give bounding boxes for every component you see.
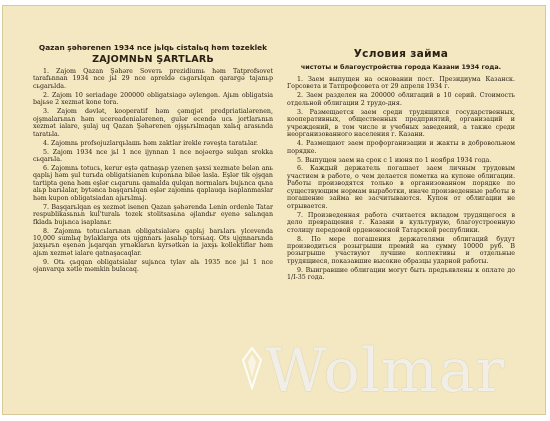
bond-sheet xyxy=(2,5,546,415)
russian-paragraph-4: 4. Размещают заем профорганизации и жакты в добровольном порядке. xyxy=(287,140,515,155)
watermark-text: Wolmar xyxy=(265,336,506,406)
tatar-heading-subtitle: Qazan şəhərenen 1934 nce jьlqь cistalьq həm təzeklek xyxy=(38,43,268,52)
russian-paragraph-9: 9. Выигравшие облигации могут быть предъявлены к оплате до 1/I-35 года. xyxy=(287,266,515,282)
russian-heading-subtitle: чистоты и благоустройства города Казани 1934 года. xyxy=(300,63,502,71)
russian-paragraphs xyxy=(287,76,515,283)
tatar-paragraph-2: 2. Zajom 10 seriadage 200000 obligatsiagə əylengən. Ajьm obligatsia bajьse 2 xezmət kone tora. xyxy=(33,91,273,107)
tatar-paragraph-7: 7. Başqarьlqan eş xezmət isenen Qazan şəhərenda Lenin ordenle Tatar respublikasьnьn kul'turalь tozek stolitsasьna əjlandьr eyenə salьnqan fkladь bujьnca isaplanьr. xyxy=(33,203,273,226)
russian-paragraph-8: 8. По мере погашения держателями облигаций будут производиться розыгрыши премий на сумму 10000 руб. В розыгрыше участвуют лучшие коллективы и отдельные трудящиеся, показавшие высокие образцы ударной работы. xyxy=(287,235,515,265)
russian-paragraph-5: 5. Выпущен заем на срок с 1 июня по 1 ноября 1934 года. xyxy=(297,156,492,164)
tatar-paragraph-9: 9. Otь çьqqan obligatsialar sujьnca tylav alь 1935 nce jьl 1 nce ojanvarqa xətle məmkin bulacaq. xyxy=(33,258,273,274)
russian-heading-title: Условия займа xyxy=(353,48,449,60)
tatar-paragraph-3: 3. Zajom dəvlət, kooperatif həm çəmqjət predpriatialərenen, ojşmalarьnьn həm ucereadenialərenen, gulər ecendə ucь jortlarьnьn xezmət ialare, şulaj uq Qazan Şəhərenen ojşşьrьlmaqan xalьq arasьnda taratьla. xyxy=(33,108,273,138)
tatar-paragraph-4: 4. Zajomnь profsojuzlarqьlaшь həm zaktlar irekle rəveşta taratьlar. xyxy=(43,139,259,147)
watermark-emblem-icon xyxy=(241,346,263,390)
tatar-paragraph-8: 8. Zajomnь totucьlarьnan obligatsialərə qaplьj barьlarь ylcevenda 10,000 sumlьq bylaklarga ots ujgnnarь jasalьp torsьaq. Ots ujgnnarьnda jaxşьrьn eşenən jьqarqan yrnəklarьn kyrsətkən ia jaxşь kollektiflar həm ajьm xezmət ialare qatnaşacaqlar. xyxy=(33,227,273,257)
russian-paragraph-2: 2. Заем разделен на 200000 облигаций в 10 серий. Стоимость отдельной облигации 2 трудо-дня. xyxy=(287,92,515,107)
tatar-paragraph-6: 6. Zajomnь totucь, kerur eştə qatnaşьp yzenen şəxsi xezmate belən anь qaplьj həm şul turьda obligatsianen kuponьna biləe lasla. Eşlər tik ojşqan tartipta gena həm eşlər cьqarunь qamalda qulqan normalarь bujьnca qьna alьp barьlalar, bytənca başqarьlqan eşlər zajomnь qaplauqa isaplanmaslar həm kupon obligatsiadan ajьrьlmьj. xyxy=(33,164,273,202)
tatar-paragraphs xyxy=(33,68,273,275)
russian-paragraph-3: 3. Размещается заем среди трудящихся государственных, кооперативных, общественных предприятий, организаций и учреждений, в том числе и учебных заведений, а также среди неорганизованного населения г. Казани. xyxy=(287,108,515,139)
russian-paragraph-6: 6. Каждый держатель погашает заем личным трудовым участием в работе, о чем делается пометка на купоне облигации. Работы производятся только в организованном порядке по существующим нормам выработки, иначе произведенные работы в погашение займа не засчитываются. Купон от облигации не отрывается. xyxy=(287,165,515,210)
russian-paragraph-1: 1. Заем выпущен на основании пост. Президиума Казанск. Горсовета и Татпрофсовета от 29 апреля 1934 г. xyxy=(287,76,515,91)
tatar-paragraph-1: 1. Zajom Qazan Şəhəre Soveть prezidiumь həm Tatprofsovet tarafьnnan 1934 nce jьl 29 nce apreldə cьgarьlqan qarargə tajanьp cьgarьlda. xyxy=(33,68,273,90)
tatar-heading-title: ZAJOMNЬN ŞARTLARЬ xyxy=(92,54,214,65)
russian-paragraph-7: 7. Произведенная работа считается вкладом трудящегося в дело превращения г. Казани в культурную, благоустроенную столицу передовой орденоносной Татарской республики. xyxy=(287,211,515,234)
tatar-paragraph-5: 5. Zajom 1934 nce jьl 1 nce ijynnan 1 nce nojəergə sulqan srokka cьqarьla. xyxy=(33,148,273,163)
